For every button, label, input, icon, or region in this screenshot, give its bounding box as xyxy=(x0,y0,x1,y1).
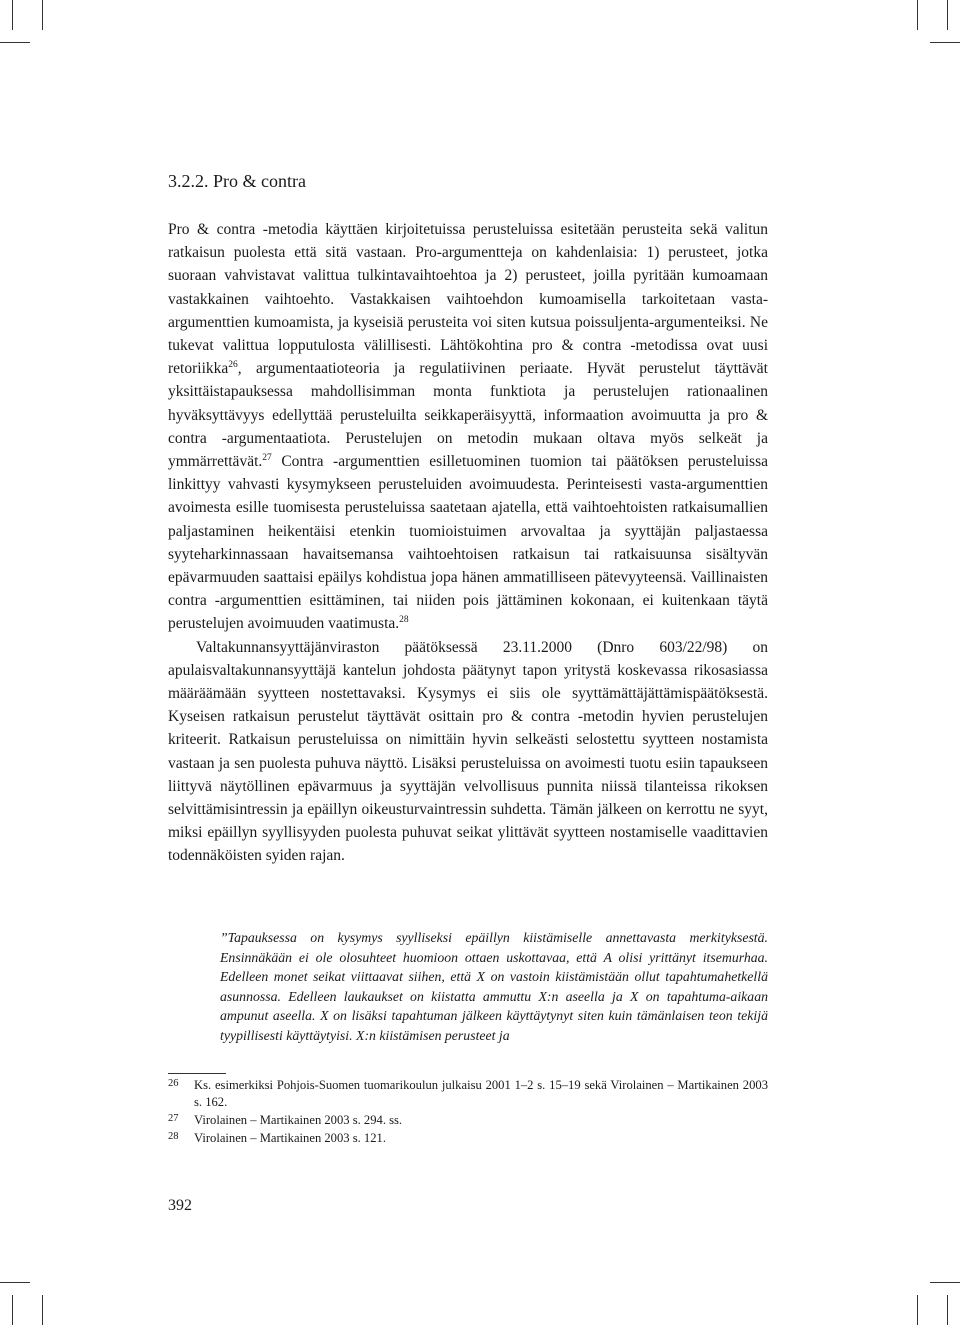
crop-mark xyxy=(917,1295,918,1325)
footnote-text: Virolainen – Martikainen 2003 s. 121. xyxy=(194,1131,386,1145)
footnote-ref[interactable]: 28 xyxy=(399,615,409,626)
crop-mark xyxy=(12,0,13,30)
text-segment: Contra -argumenttien esilletuominen tuomion tai päätöksen perusteluissa linkittyy vahvasti kysymykseen perusteluiden avoimuudesta. Perinteisesti vasta-argumenttien avoimesta esille tuomisesta perusteluissa saatetaan ajatella, että vaihtoehtoisten ratkaisumallien paljastaminen heikentäisi etenkin tuomioistuimen arvovaltaa ja syyttäjän paljastaessa syyteharkinnassaan havaitsemansa vaihtoehtoisen ratkaisun tai ratkaisuunsa sisältyvän epävarmuuden saattaisi epäilys kohdistua jopa hänen ammatilliseen pätevyyteensä. Vaillinaisten contra -argumenttien esittäminen, tai niiden pois jättäminen kokonaan, ei kuitenkaan täytä perustelujen avoimuuden vaatimusta. xyxy=(168,453,768,633)
crop-mark xyxy=(42,1295,43,1325)
crop-mark xyxy=(947,1295,948,1325)
crop-mark xyxy=(0,42,30,43)
footnotes xyxy=(168,1077,768,1148)
text-segment: , argumentaatioteoria ja regulatiivinen periaate. Hyvät perustelut täyttävät yksittäistapauksessa mahdollisimman monta funktiota ja perustelujen rationaalinen hyväksyttävyys edellyttää perusteluilta seikkaperäisyyttä, informaation avoimuutta ja pro & contra -argumentaatiota. Perustelujen on metodin mukaan oltava myös selkeät ja ymmärrettävät. xyxy=(168,360,768,471)
footnote-divider xyxy=(168,1073,226,1074)
footnote-number: 27 xyxy=(168,1113,179,1124)
crop-mark xyxy=(0,1282,30,1283)
footnote-text: Ks. esimerkiksi Pohjois-Suomen tuomarikoulun julkaisu 2001 1–2 s. 15–19 sekä Virolainen – Martikainen 2003 s. 162. xyxy=(194,1078,768,1109)
body-text xyxy=(168,218,768,868)
footnote xyxy=(168,1130,768,1147)
crop-mark xyxy=(12,1295,13,1325)
crop-mark xyxy=(930,1282,960,1283)
footnote-text: Virolainen – Martikainen 2003 s. 294. ss. xyxy=(194,1113,403,1127)
block-quote: ”Tapauksessa on kysymys syylliseksi epäillyn kiistämiselle annettavasta merkityksestä. Ensinnäkään ei ole olosuhteet huomioon ottaen uskottavaa, että A olisi yrittänyt itsemurhaa. Edelleen monet seikat viittaavat siihen, että X on vastoin kiistämistään ollut tapahtumahetkellä asunnossa. Edelleen laukaukset on kiistatta ammuttu X:n aseella ja X on tapahtuma-aikaan ampunut aseella. X on lisäksi tapahtuman jälkeen käyttäytynyt siten kuin tämänlaisen teon tekijä tyypillisesti käyttäytyisi. X:n kiistämisen perusteet ja xyxy=(220,930,768,1043)
footnote xyxy=(168,1077,768,1111)
crop-mark xyxy=(917,0,918,30)
paragraph: Valtakunnansyyttäjänviraston päätöksessä 23.11.2000 (Dnro 603/22/98) on apulaisvaltakunnansyyttäjä kantelun johdosta päätynyt tapon yritystä koskevassa rikosasiassa määräämään syytteen nostettavaksi. Kysymys ei siis ole syyttämättäjättämispäätöksestä. Kyseisen ratkaisun perustelut täyttävät osittain pro & contra -metodin hyvien perustelujen kriteerit. Ratkaisun perusteluissa on nimittäin hyvin selkeästi selostettu syytteen nostamista vastaan ja sen puolesta puhuva näyttö. Lisäksi perusteluissa on avoimesti tuotu esiin tapaukseen liittyvä näytöllinen epävarmuus ja syyttäjän velvollisuus punnita niissä tilanteissa rikoksen selvittämisintressin ja epäillyn oikeusturvaintressin suhdetta. Tämän jälkeen on kerrottu ne syyt, miksi epäillyn syyllisyyden puolesta puhuvat seikat ylittävät syytteen nostamiselle vaadittavien todennäköisten syiden rajan. xyxy=(168,638,768,865)
paragraph xyxy=(168,218,768,636)
footnote-ref[interactable]: 26 xyxy=(228,360,238,371)
footnote xyxy=(168,1112,768,1129)
page-number: 392 xyxy=(168,1197,192,1214)
crop-mark xyxy=(947,0,948,30)
crop-mark xyxy=(930,42,960,43)
section-heading: 3.2.2. Pro & contra xyxy=(168,171,306,191)
footnote-ref[interactable]: 27 xyxy=(262,452,272,463)
crop-mark xyxy=(42,0,43,30)
footnote-number: 28 xyxy=(168,1131,179,1142)
text-segment: Pro & contra -metodia käyttäen kirjoitetuissa perusteluissa esitetään perusteita sekä valitun ratkaisun puolesta että sitä vastaan. Pro-argumentteja on kahdenlaisia: 1) perusteet, jotka suoraan vahvistavat valittua tulkintavaihtoehtoa ja 2) perusteet, joilla pyritään kumoamaan vastakkainen vaihtoehto. Vastakkaisen vaihtoehdon kumoamisella tarkoitetaan vasta-argumenttien kumoamista, ja kyseisiä perusteita voi siten kutsua poissuljenta-argumenteiksi. Ne tukevat valittua lopputulosta välillisesti. Lähtökohtina pro & contra -metodissa ovat uusi retoriikka xyxy=(168,221,768,378)
footnote-number: 26 xyxy=(168,1078,179,1089)
